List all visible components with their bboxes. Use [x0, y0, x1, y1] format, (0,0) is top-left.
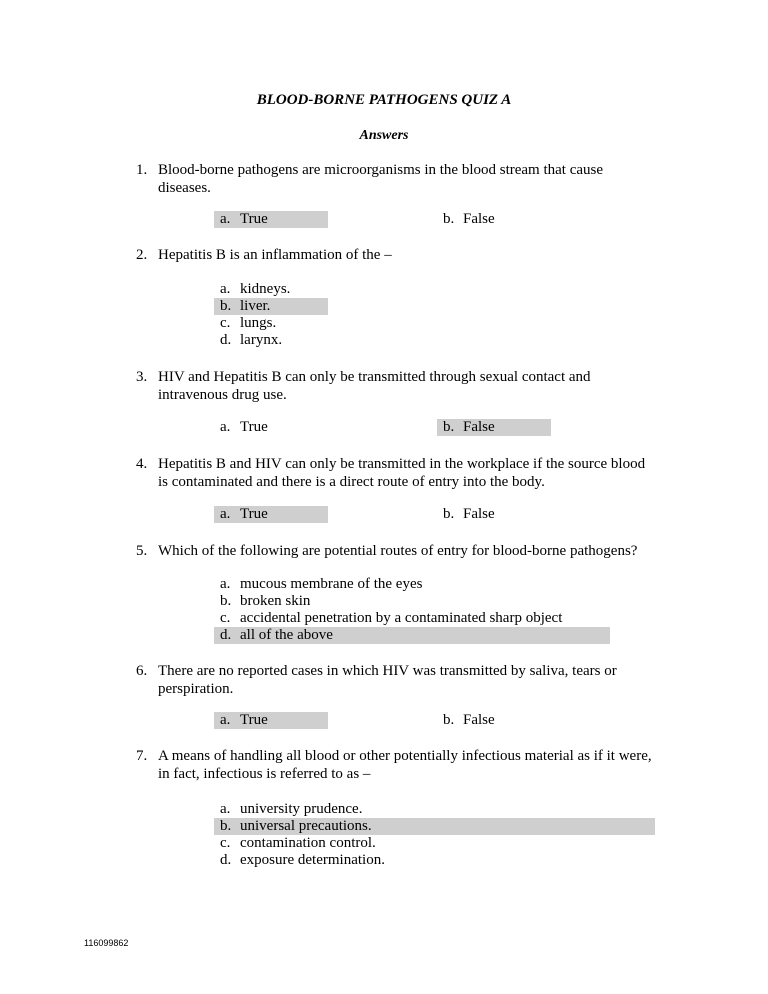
- option-letter: b.: [220, 818, 232, 834]
- page-title: BLOOD-BORNE PATHOGENS QUIZ A: [256, 92, 512, 108]
- option-text: True: [240, 506, 268, 522]
- option-text: liver.: [240, 298, 271, 314]
- answer-option-correct: [214, 298, 328, 315]
- question-number: 7.: [136, 748, 148, 764]
- option-text: True: [240, 419, 268, 435]
- question-text: A means of handling all blood or other potentially infectious material as if it were, in fact, infectious is referred to as –: [158, 748, 652, 782]
- option-letter: b.: [220, 298, 232, 314]
- option-letter: b.: [443, 211, 455, 227]
- option-text: exposure determination.: [240, 852, 385, 868]
- answer-option-correct: [214, 712, 328, 729]
- option-letter: a.: [220, 281, 231, 297]
- option-letter: b.: [220, 593, 232, 609]
- answer-option: [437, 712, 551, 729]
- answer-option: [214, 281, 328, 298]
- answer-option: [214, 852, 655, 869]
- option-letter: b.: [443, 506, 455, 522]
- question-text: Hepatitis B is an inflammation of the –: [158, 247, 392, 263]
- answer-option-correct: [214, 211, 328, 228]
- option-text: kidneys.: [240, 281, 291, 297]
- option-text: lungs.: [240, 315, 277, 331]
- answer-option: [214, 332, 328, 349]
- option-letter: a.: [220, 801, 231, 817]
- option-text: larynx.: [240, 332, 283, 348]
- question-number: 4.: [136, 456, 148, 472]
- answer-option: [214, 576, 610, 593]
- question-2: [136, 246, 656, 264]
- answer-option-correct: [214, 627, 610, 644]
- document-id-footer: 116099862: [84, 938, 129, 948]
- question-3: [136, 368, 656, 404]
- answer-option-correct: [214, 818, 655, 835]
- option-text: contamination control.: [240, 835, 376, 851]
- option-text: False: [463, 506, 495, 522]
- option-letter: d.: [220, 852, 232, 868]
- answer-option: [214, 593, 610, 610]
- question-number: 3.: [136, 369, 148, 385]
- option-letter: c.: [220, 835, 231, 851]
- option-letter: b.: [443, 419, 455, 435]
- question-text: HIV and Hepatitis B can only be transmitted through sexual contact and intravenous drug use.: [158, 369, 591, 403]
- question-number: 5.: [136, 543, 148, 559]
- answer-option: [214, 801, 655, 818]
- option-letter: d.: [220, 332, 232, 348]
- option-letter: a.: [220, 576, 231, 592]
- option-letter: a.: [220, 419, 231, 435]
- question-4: [136, 455, 656, 491]
- option-text: mucous membrane of the eyes: [240, 576, 423, 592]
- question-text: Hepatitis B and HIV can only be transmitted in the workplace if the source blood is contaminated and there is a direct route of entry into the body.: [158, 456, 646, 490]
- question-6: [136, 662, 656, 698]
- option-text: True: [240, 712, 268, 728]
- option-letter: d.: [220, 627, 232, 643]
- option-text: accidental penetration by a contaminated sharp object: [240, 610, 563, 626]
- option-letter: b.: [443, 712, 455, 728]
- question-text: There are no reported cases in which HIV was transmitted by saliva, tears or perspiration.: [158, 663, 617, 697]
- question-text: Blood-borne pathogens are microorganisms in the blood stream that cause diseases.: [158, 162, 604, 196]
- answer-option: [214, 835, 655, 852]
- question-5: [136, 542, 656, 560]
- page-subtitle: Answers: [359, 128, 409, 143]
- question-7: [136, 747, 656, 783]
- answer-option: [214, 419, 328, 436]
- question-text: Which of the following are potential routes of entry for blood-borne pathogens?: [158, 543, 638, 559]
- option-text: broken skin: [240, 593, 311, 609]
- option-text: all of the above: [240, 627, 333, 643]
- question-1: [136, 161, 656, 197]
- option-letter: a.: [220, 506, 231, 522]
- answer-option-correct: [214, 506, 328, 523]
- option-letter: c.: [220, 610, 231, 626]
- option-text: False: [463, 712, 495, 728]
- question-number: 2.: [136, 247, 148, 263]
- question-number: 6.: [136, 663, 148, 679]
- option-letter: a.: [220, 712, 231, 728]
- option-text: True: [240, 211, 268, 227]
- answer-option: [214, 315, 328, 332]
- answer-option-correct: [437, 419, 551, 436]
- option-letter: a.: [220, 211, 231, 227]
- question-number: 1.: [136, 162, 148, 178]
- option-letter: c.: [220, 315, 231, 331]
- answer-option: [437, 506, 551, 523]
- option-text: universal precautions.: [240, 818, 372, 834]
- answer-option: [437, 211, 551, 228]
- option-text: university prudence.: [240, 801, 363, 817]
- option-text: False: [463, 419, 495, 435]
- option-text: False: [463, 211, 495, 227]
- answer-option: [214, 610, 610, 627]
